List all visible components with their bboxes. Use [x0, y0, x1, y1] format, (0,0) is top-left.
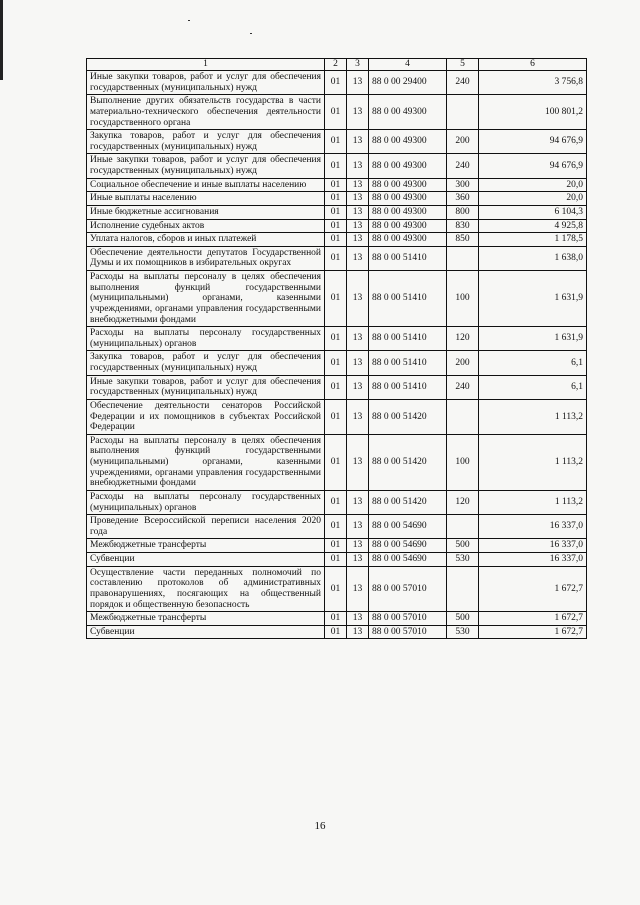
row-name-cell: Иные закупки товаров, работ и услуг для обеспечения государственных (муниципальных) нужд — [87, 154, 325, 178]
target-code-cell: 88 0 00 49300 — [369, 219, 447, 233]
target-code-cell: 88 0 00 51420 — [369, 490, 447, 514]
section-cell: 01 — [325, 375, 347, 399]
row-name-cell: Расходы на выплаты персоналу государственных (муниципальных) органов — [87, 490, 325, 514]
table-row — [87, 434, 587, 490]
table-row — [87, 399, 587, 434]
table-row — [87, 219, 587, 233]
section-cell: 01 — [325, 625, 347, 639]
expense-type-cell — [447, 95, 479, 130]
expense-type-cell: 360 — [447, 192, 479, 206]
section-cell: 01 — [325, 205, 347, 219]
amount-cell: 1 113,2 — [479, 490, 587, 514]
expense-type-cell: 500 — [447, 539, 479, 553]
column-header: 2 — [325, 59, 347, 71]
table-row — [87, 612, 587, 626]
section-cell: 01 — [325, 192, 347, 206]
column-header: 3 — [347, 59, 369, 71]
target-code-cell: 88 0 00 54690 — [369, 515, 447, 539]
target-code-cell: 88 0 00 57010 — [369, 566, 447, 612]
subsection-cell: 13 — [347, 399, 369, 434]
subsection-cell: 13 — [347, 154, 369, 178]
table-row — [87, 95, 587, 130]
row-name-cell: Субвенции — [87, 625, 325, 639]
row-name-cell: Обеспечение деятельности сенаторов Российской Федерации и их помощников в субъектах Российской Федерации — [87, 399, 325, 434]
table-row — [87, 375, 587, 399]
expense-type-cell: 530 — [447, 625, 479, 639]
section-cell: 01 — [325, 233, 347, 247]
table-row — [87, 515, 587, 539]
target-code-cell: 88 0 00 51420 — [369, 434, 447, 490]
expense-type-cell — [447, 399, 479, 434]
table-row — [87, 246, 587, 270]
amount-cell: 20,0 — [479, 178, 587, 192]
target-code-cell: 88 0 00 49300 — [369, 205, 447, 219]
column-header: 6 — [479, 59, 587, 71]
target-code-cell: 88 0 00 49300 — [369, 154, 447, 178]
expense-type-cell: 240 — [447, 71, 479, 95]
expense-type-cell — [447, 246, 479, 270]
target-code-cell: 88 0 00 57010 — [369, 612, 447, 626]
expense-type-cell: 500 — [447, 612, 479, 626]
expense-type-cell: 800 — [447, 205, 479, 219]
expense-type-cell: 200 — [447, 130, 479, 154]
section-cell: 01 — [325, 178, 347, 192]
amount-cell: 16 337,0 — [479, 553, 587, 567]
section-cell: 01 — [325, 246, 347, 270]
amount-cell: 100 801,2 — [479, 95, 587, 130]
section-cell: 01 — [325, 566, 347, 612]
subsection-cell: 13 — [347, 490, 369, 514]
target-code-cell: 88 0 00 51420 — [369, 399, 447, 434]
target-code-cell: 88 0 00 49300 — [369, 192, 447, 206]
page-number: 16 — [314, 820, 326, 832]
section-cell: 01 — [325, 271, 347, 327]
amount-cell: 16 337,0 — [479, 515, 587, 539]
subsection-cell: 13 — [347, 515, 369, 539]
row-name-cell: Закупка товаров, работ и услуг для обеспечения государственных (муниципальных) нужд — [87, 351, 325, 375]
row-name-cell: Закупка товаров, работ и услуг для обеспечения государственных (муниципальных) нужд — [87, 130, 325, 154]
table-row — [87, 351, 587, 375]
amount-cell: 1 672,7 — [479, 612, 587, 626]
table-row — [87, 130, 587, 154]
amount-cell: 16 337,0 — [479, 539, 587, 553]
expense-type-cell — [447, 515, 479, 539]
table-row — [87, 71, 587, 95]
subsection-cell: 13 — [347, 612, 369, 626]
subsection-cell: 13 — [347, 553, 369, 567]
section-cell: 01 — [325, 515, 347, 539]
target-code-cell: 88 0 00 54690 — [369, 553, 447, 567]
subsection-cell: 13 — [347, 205, 369, 219]
row-name-cell: Расходы на выплаты персоналу в целях обеспечения выполнения функций государственными (муниципальными) органами, казенными учреждениями, органами управления государственными внебюджетными фондами — [87, 434, 325, 490]
table-row — [87, 553, 587, 567]
table-row — [87, 205, 587, 219]
target-code-cell: 88 0 00 51410 — [369, 351, 447, 375]
row-name-cell: Обеспечение деятельности депутатов Государственной Думы и их помощников в избирательных округах — [87, 246, 325, 270]
subsection-cell: 13 — [347, 219, 369, 233]
scan-edge-mark — [0, 0, 3, 80]
target-code-cell: 88 0 00 49300 — [369, 95, 447, 130]
amount-cell: 6 104,3 — [479, 205, 587, 219]
section-cell: 01 — [325, 490, 347, 514]
column-header: 4 — [369, 59, 447, 71]
expense-type-cell: 120 — [447, 490, 479, 514]
section-cell: 01 — [325, 219, 347, 233]
target-code-cell: 88 0 00 51410 — [369, 246, 447, 270]
section-cell: 01 — [325, 71, 347, 95]
row-name-cell: Социальное обеспечение и иные выплаты населению — [87, 178, 325, 192]
row-name-cell: Расходы на выплаты персоналу государственных (муниципальных) органов — [87, 327, 325, 351]
subsection-cell: 13 — [347, 375, 369, 399]
target-code-cell: 88 0 00 54690 — [369, 539, 447, 553]
section-cell: 01 — [325, 95, 347, 130]
section-cell: 01 — [325, 434, 347, 490]
amount-cell: 94 676,9 — [479, 154, 587, 178]
amount-cell: 3 756,8 — [479, 71, 587, 95]
expense-type-cell: 100 — [447, 434, 479, 490]
budget-table — [86, 58, 587, 639]
amount-cell: 94 676,9 — [479, 130, 587, 154]
subsection-cell: 13 — [347, 192, 369, 206]
table-row — [87, 233, 587, 247]
subsection-cell: 13 — [347, 178, 369, 192]
table-row — [87, 178, 587, 192]
subsection-cell: 13 — [347, 71, 369, 95]
row-name-cell: Иные бюджетные ассигнования — [87, 205, 325, 219]
section-cell: 01 — [325, 130, 347, 154]
target-code-cell: 88 0 00 51410 — [369, 327, 447, 351]
row-name-cell: Межбюджетные трансферты — [87, 539, 325, 553]
subsection-cell: 13 — [347, 95, 369, 130]
subsection-cell: 13 — [347, 625, 369, 639]
target-code-cell: 88 0 00 51410 — [369, 271, 447, 327]
section-cell: 01 — [325, 154, 347, 178]
section-cell: 01 — [325, 553, 347, 567]
row-name-cell: Иные закупки товаров, работ и услуг для обеспечения государственных (муниципальных) нужд — [87, 375, 325, 399]
target-code-cell: 88 0 00 57010 — [369, 625, 447, 639]
amount-cell: 1 672,7 — [479, 625, 587, 639]
table-row — [87, 625, 587, 639]
expense-type-cell: 300 — [447, 178, 479, 192]
subsection-cell: 13 — [347, 327, 369, 351]
amount-cell: 20,0 — [479, 192, 587, 206]
subsection-cell: 13 — [347, 246, 369, 270]
section-cell: 01 — [325, 351, 347, 375]
expense-type-cell: 120 — [447, 327, 479, 351]
amount-cell: 6,1 — [479, 351, 587, 375]
table-row — [87, 271, 587, 327]
target-code-cell: 88 0 00 49300 — [369, 178, 447, 192]
expense-type-cell: 530 — [447, 553, 479, 567]
amount-cell: 1 113,2 — [479, 434, 587, 490]
subsection-cell: 13 — [347, 539, 369, 553]
table-header-row — [87, 59, 587, 71]
amount-cell: 1 672,7 — [479, 566, 587, 612]
table-row — [87, 154, 587, 178]
table-row — [87, 490, 587, 514]
scan-speck — [250, 33, 252, 34]
table-body — [87, 71, 587, 639]
subsection-cell: 13 — [347, 233, 369, 247]
row-name-cell: Расходы на выплаты персоналу в целях обеспечения выполнения функций государственными (муниципальными) органами, казенными учреждениями, органами управления государственными внебюджетными фондами — [87, 271, 325, 327]
row-name-cell: Субвенции — [87, 553, 325, 567]
section-cell: 01 — [325, 539, 347, 553]
expense-type-cell: 240 — [447, 154, 479, 178]
section-cell: 01 — [325, 399, 347, 434]
subsection-cell: 13 — [347, 351, 369, 375]
subsection-cell: 13 — [347, 566, 369, 612]
amount-cell: 4 925,8 — [479, 219, 587, 233]
expense-type-cell — [447, 566, 479, 612]
expense-type-cell: 200 — [447, 351, 479, 375]
target-code-cell: 88 0 00 29400 — [369, 71, 447, 95]
row-name-cell: Иные выплаты населению — [87, 192, 325, 206]
amount-cell: 6,1 — [479, 375, 587, 399]
expense-type-cell: 240 — [447, 375, 479, 399]
expense-type-cell: 830 — [447, 219, 479, 233]
table-row — [87, 539, 587, 553]
row-name-cell: Выполнение других обязательств государства в части материально-технического обеспечения деятельности государственного органа — [87, 95, 325, 130]
amount-cell: 1 631,9 — [479, 271, 587, 327]
section-cell: 01 — [325, 327, 347, 351]
subsection-cell: 13 — [347, 434, 369, 490]
expense-type-cell: 850 — [447, 233, 479, 247]
column-header: 5 — [447, 59, 479, 71]
row-name-cell: Исполнение судебных актов — [87, 219, 325, 233]
subsection-cell: 13 — [347, 130, 369, 154]
row-name-cell: Проведение Всероссийской переписи населения 2020 года — [87, 515, 325, 539]
table-row — [87, 327, 587, 351]
row-name-cell: Осуществление части переданных полномочий по составлению протоколов об административных правонарушениях, посягающих на общественный порядок и общественную безопасность — [87, 566, 325, 612]
column-header: 1 — [87, 59, 325, 71]
table-row — [87, 192, 587, 206]
amount-cell: 1 113,2 — [479, 399, 587, 434]
row-name-cell: Межбюджетные трансферты — [87, 612, 325, 626]
target-code-cell: 88 0 00 51410 — [369, 375, 447, 399]
target-code-cell: 88 0 00 49300 — [369, 130, 447, 154]
scan-speck — [188, 20, 190, 21]
amount-cell: 1 178,5 — [479, 233, 587, 247]
amount-cell: 1 638,0 — [479, 246, 587, 270]
amount-cell: 1 631,9 — [479, 327, 587, 351]
subsection-cell: 13 — [347, 271, 369, 327]
expense-type-cell: 100 — [447, 271, 479, 327]
row-name-cell: Уплата налогов, сборов и иных платежей — [87, 233, 325, 247]
section-cell: 01 — [325, 612, 347, 626]
table-row — [87, 566, 587, 612]
target-code-cell: 88 0 00 49300 — [369, 233, 447, 247]
row-name-cell: Иные закупки товаров, работ и услуг для обеспечения государственных (муниципальных) нужд — [87, 71, 325, 95]
